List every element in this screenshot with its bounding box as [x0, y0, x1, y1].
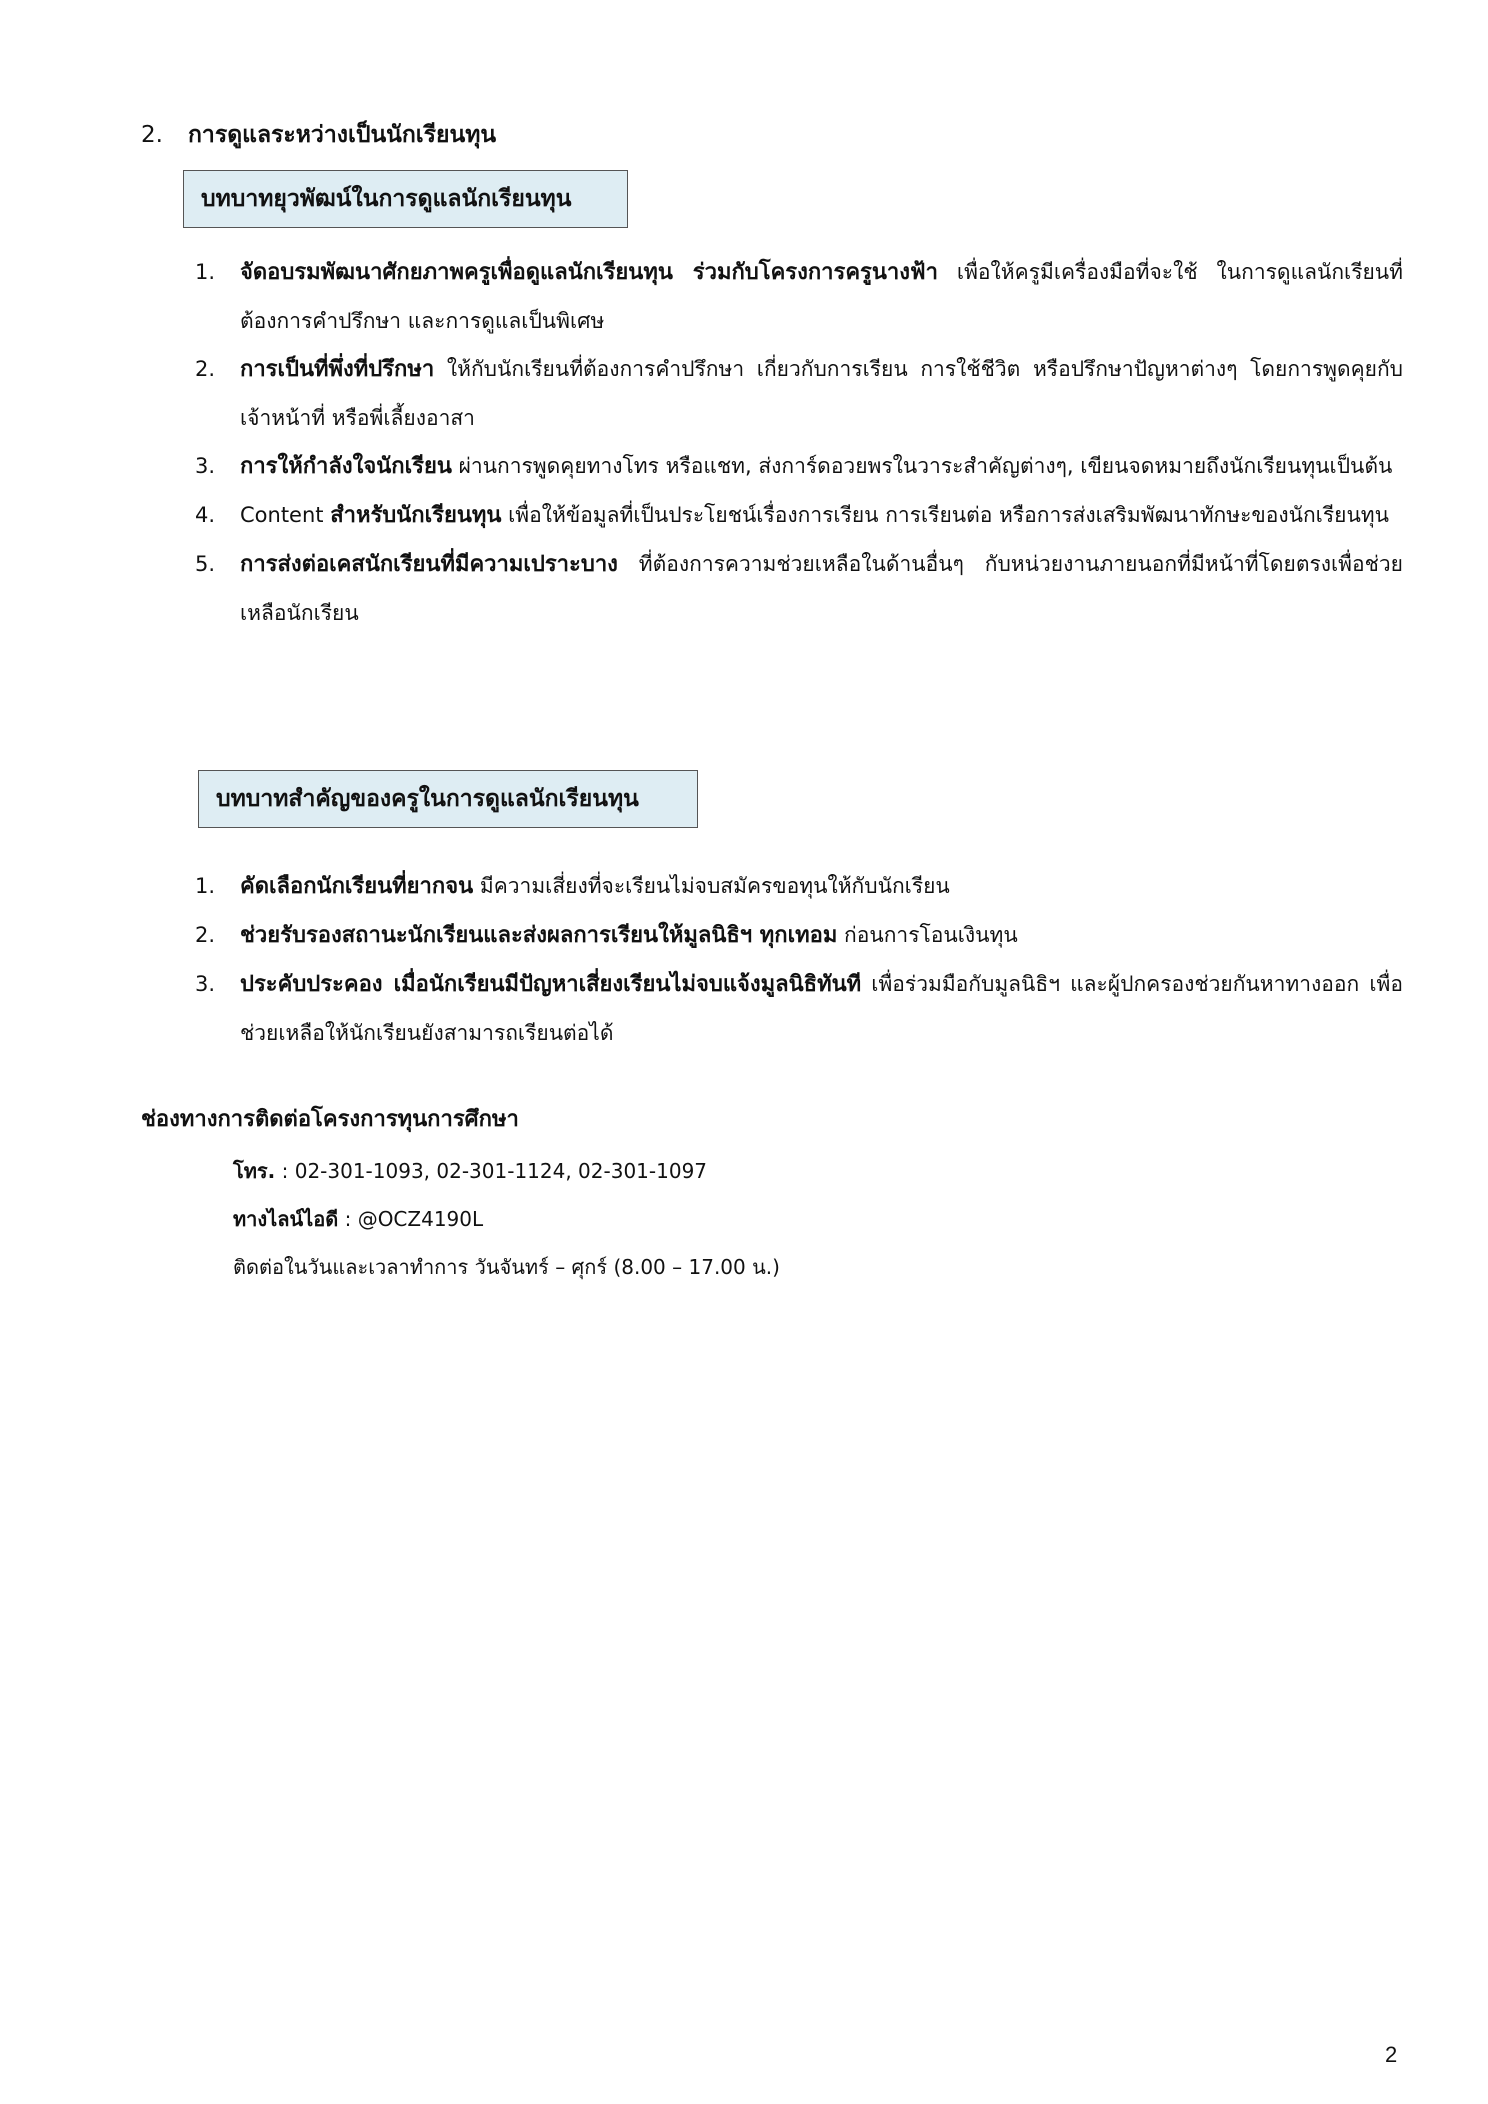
- item-number: 3.: [195, 454, 216, 478]
- item-number: 1.: [195, 260, 216, 284]
- item-text: เพื่อร่วมมือกับมูลนิธิฯ และผู้ปกครองช่วยกันหาทางออก เพื่อช่วยเหลือให้นักเรียนยังสามารถเรียนต่อได้: [240, 972, 1403, 1045]
- item-bold-text: สำหรับนักเรียนทุน: [330, 503, 502, 528]
- item-number: 1.: [195, 874, 216, 898]
- item-number: 2.: [195, 357, 216, 381]
- item-text: ให้กับนักเรียนที่ต้องการคำปรึกษา เกี่ยวกับการเรียน การใช้ชีวิต หรือปรึกษาปัญหาต่างๆ โดยการพูดคุยกับเจ้าหน้าที่ หรือพี่เลี้ยงอาสา: [240, 357, 1403, 430]
- section-number: 2.: [141, 122, 163, 148]
- item-bold-text: การให้กำลังใจนักเรียน: [240, 454, 452, 479]
- item-text: มีความเสี่ยงที่จะเรียนไม่จบสมัครขอทุนให้กับนักเรียน: [473, 874, 950, 898]
- list-item: [183, 442, 1403, 491]
- contact-title: ช่องทางการติดต่อโครงการทุนการศึกษา: [141, 1107, 519, 1132]
- item-bold-text: ประคับประคอง เมื่อนักเรียนมีปัญหาเสี่ยงเรียนไม่จบแจ้งมูลนิธิทันที: [240, 972, 862, 997]
- item-text: เพื่อให้ครูมีเครื่องมือที่จะใช้ ในการดูแลนักเรียนที่ต้องการคำปรึกษา และการดูแลเป็นพิเศษ: [240, 260, 1404, 333]
- item-bold-text: ช่วยรับรองสถานะนักเรียนและส่งผลการเรียนให้มูลนิธิฯ ทุกเทอม: [240, 923, 838, 948]
- item-bold-text: การส่งต่อเคสนักเรียนที่มีความเปราะบาง: [240, 552, 618, 577]
- item-text: ผ่านการพูดคุยทางโทร หรือแชท, ส่งการ์ดอวยพรในวาระสำคัญต่างๆ, เขียนจดหมายถึงนักเรียนทุนเป็นต้น: [451, 454, 1393, 478]
- item-number: 5.: [195, 552, 216, 576]
- list-item: [183, 491, 1403, 540]
- list-item: [183, 960, 1403, 1057]
- item-number: 2.: [195, 923, 216, 947]
- list-item: [183, 345, 1403, 442]
- youth-role-heading: บทบาทยุวพัฒน์ในการดูแลนักเรียนทุน: [201, 186, 572, 212]
- teacher-role-heading-box: [198, 770, 698, 828]
- contact-line-id-line: [233, 1195, 780, 1243]
- line-id-label: ทางไลน์ไอดี: [233, 1207, 339, 1231]
- list-item: [183, 862, 1403, 911]
- item-bold-text: จัดอบรมพัฒนาศักยภาพครูเพื่อดูแลนักเรียนทุน ร่วมกับโครงการครูนางฟ้า: [240, 260, 938, 285]
- list-item: [183, 911, 1403, 960]
- list-item: [183, 540, 1403, 637]
- contact-phone-line: [233, 1147, 780, 1195]
- item-text: เพื่อให้ข้อมูลที่เป็นประโยชน์เรื่องการเรียน การเรียนต่อ หรือการส่งเสริมพัฒนาทักษะของนักเรียนทุน: [501, 503, 1389, 527]
- item-bold-text: คัดเลือกนักเรียนที่ยากจน: [240, 874, 474, 899]
- teacher-role-list: [183, 862, 1403, 1057]
- youth-role-heading-box: [183, 170, 628, 228]
- line-id-value: : @OCZ4190L: [338, 1207, 484, 1231]
- youth-role-list: [183, 248, 1403, 637]
- item-bold-text: การเป็นที่พึ่งที่ปรึกษา: [240, 357, 435, 382]
- list-item: [183, 248, 1403, 345]
- section-title: การดูแลระหว่างเป็นนักเรียนทุน: [188, 122, 497, 148]
- contact-details: [233, 1147, 780, 1291]
- phone-label: โทร.: [233, 1159, 276, 1183]
- item-text: ก่อนการโอนเงินทุน: [837, 923, 1018, 947]
- item-number: 4.: [195, 503, 216, 527]
- page-number: 2: [1385, 2042, 1398, 2067]
- teacher-role-heading: บทบาทสำคัญของครูในการดูแลนักเรียนทุน: [216, 786, 639, 812]
- item-text: ที่ต้องการความช่วยเหลือในด้านอื่นๆ กับหน่วยงานภายนอกที่มีหน้าที่โดยตรงเพื่อช่วยเหลือนักเรียน: [240, 552, 1403, 625]
- phone-value: : 02-301-1093, 02-301-1124, 02-301-1097: [275, 1159, 708, 1183]
- section-heading: [141, 118, 496, 152]
- item-prefix: Content: [240, 503, 331, 527]
- item-number: 3.: [195, 972, 216, 996]
- contact-hours: ติดต่อในวันและเวลาทำการ วันจันทร์ – ศุกร์ (8.00 – 17.00 น.): [233, 1255, 780, 1279]
